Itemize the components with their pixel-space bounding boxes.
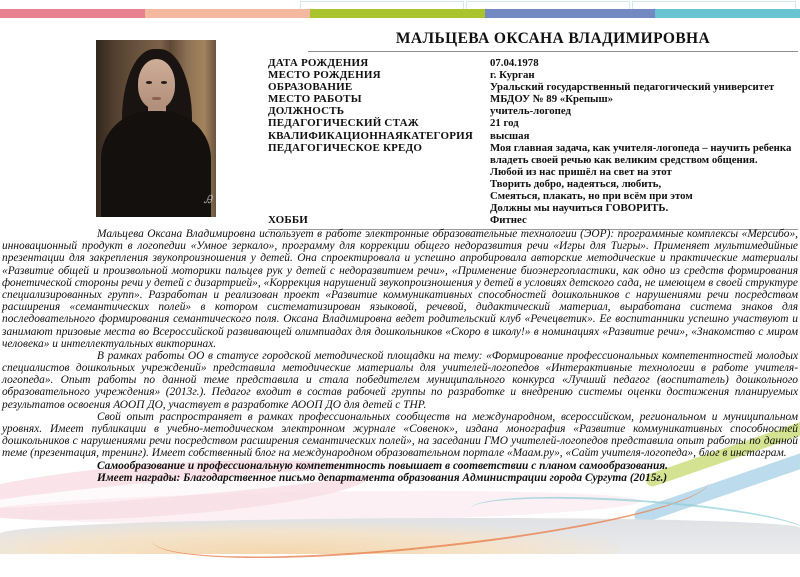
field-row-birth-date	[268, 57, 798, 69]
field-row-hobby	[268, 214, 798, 226]
biography-text	[0, 228, 800, 484]
field-label: ПЕДАГОГИЧЕСКИЙ СТАЖ	[268, 117, 419, 130]
top-color-strip	[0, 9, 800, 18]
field-label: КВАЛИФИКАЦИОННАЯКАТЕГОРИЯ	[268, 129, 474, 142]
field-value: МБДОУ № 89 «Крепыш»	[490, 93, 613, 106]
portrait-sweater	[101, 111, 211, 217]
field-value: 07.04.1978	[490, 57, 539, 69]
field-row-credo	[268, 142, 798, 215]
paragraph-self-education: Самообразование и профессиональную компетентность повышает в соответствии с планом самообразования.	[97, 459, 669, 472]
portrait-lips	[152, 97, 161, 100]
field-label: ДАТА РОЖДЕНИЯ	[268, 57, 369, 69]
portrait-photo	[96, 40, 216, 217]
field-row-category	[268, 130, 798, 142]
paragraph-awards: Имеет награды: Благодарственное письмо департамента образования Администрации города Сургута (2015г.)	[97, 471, 668, 484]
strip-segment-blue	[485, 9, 655, 18]
strip-segment-rose	[0, 9, 145, 18]
field-label: МЕСТО РАБОТЫ	[268, 93, 362, 106]
field-label: МЕСТО РОЖДЕНИЯ	[268, 69, 381, 82]
field-value-credo	[490, 142, 798, 215]
field-row-birth-place	[268, 69, 798, 81]
strip-segment-peach	[145, 9, 310, 18]
credo-line: Творить добро, надеяться, любить,	[490, 177, 662, 190]
portrait-face	[138, 59, 175, 109]
strip-segment-green	[310, 9, 485, 18]
strip-segment-teal	[655, 9, 800, 18]
field-label: ПЕДАГОГИЧЕСКОЕ КРЕДО	[268, 141, 423, 154]
field-label: ОБРАЗОВАНИЕ	[268, 81, 353, 94]
paragraph-technologies: Мальцева Оксана Владимировна использует в работе электронные образовательные технологии (ЭОР): программные комплексы «Мерсибо», инновационный продукт в логопедии «Умное зеркало», программу для коррекции общего недоразвития речи «Игры для Тигры». Применяет мультимедийные презентации для закрепления звукопроизношения у детей. Она спроектировала и успешно апробировала авторские методические и практические материалы «Развитие общей и произвольной моторики пальцев рук у детей с недоразвитием речи», «Применение биоэнергопластики, как одно из средств формирования фонетической стороны речи у детей с дизартрией», «Коррекция нарушений звукопроизношения у детей в условиях детского сада, не имеющем в своей структуре специализированных групп». Разработан и реализован проект «Развитие коммуникативных способностей дошкольников с нарушениями речи посредством расширения «семантических полей» в котором систематизирован языковой, речевой, дидактический материал, выработана система знаков для последовательного формирования семантического поля. Оксана Владимировна ведет родительский клуб «Речецветик». Ее воспитанники успешно участвуют и занимают призовые места во Всероссийской развивающей олимпиадах для дошкольников «Скоро в школу!» в номинациях «Развитие речи», «Знакомство с миром человека» и интеллектуальных викторинах.	[2, 228, 798, 350]
paragraph-methodical-work: В рамках работы ОО в статусе городской методической площадки на тему: «Формирование профессиональных компетентностей молодых специалистов дошкольных учреждений» представила методические материалы для учителей-логопедов «Интерактивные технологии в работе учителя-логопеда». Опыт работы по данной теме представила и стала победителем муниципального конкурса «Лучший педагог (воспитатель) дошкольного образовательного учреждения» (2013г.). Педагог входит в состав рабочей группы по разработке и внедрению системы оценки достижения планируемых результатов освоения АООП ДО, участвует в разработке АООП ДО для детей с ТНР.	[2, 349, 798, 411]
field-row-experience	[268, 117, 798, 129]
field-value: высшая	[490, 129, 530, 142]
portrait-eye-right	[161, 81, 167, 84]
profile-fields	[268, 57, 798, 226]
field-value: г. Курган	[490, 69, 535, 82]
profile-info-panel	[268, 30, 798, 230]
paragraph-publications: Свой опыт распространяет в рамках профессиональных сообществ на международном, всероссийском, региональном и муниципальном уровнях. Имеет публикации в учебно-методическом электронном журнале «Совенок», издана монография «Развитие коммуникативных способностей дошкольников с нарушениями речи посредством расширения семантических полей», на заседании ГМО учителей-логопедов представила опыт работы по данной теме (презентация, тренинг). Имеет собственный блог на международном образовательном портале «Маам.ру», «Сайт учителя-логопеда», блог в инстаграм.	[2, 410, 798, 460]
credo-line: Смеяться, плакать, но при всём при этом	[490, 190, 693, 203]
portrait-eye-left	[146, 81, 152, 84]
field-label: ХОББИ	[268, 214, 309, 227]
credo-line: Должны мы научиться ГОВОРИТЬ.	[490, 202, 669, 215]
field-row-workplace	[268, 93, 798, 105]
field-value: Уральский государственный педагогический университет	[490, 81, 775, 94]
field-row-position	[268, 105, 798, 117]
field-value: учитель-логопед	[490, 105, 571, 118]
field-label: ДОЛЖНОСТЬ	[268, 105, 345, 118]
credo-line: Любой из нас пришёл на свет на этот	[490, 165, 672, 178]
top-faint-boxes	[300, 1, 796, 8]
field-value: 21 год	[490, 117, 519, 130]
field-value: Фитнес	[490, 214, 527, 227]
page-title: МАЛЬЦЕВА ОКСАНА ВЛАДИМИРОВНА	[308, 30, 798, 52]
photo-signature-mark: Ꭿ	[204, 194, 212, 206]
credo-line: владеть своей речью как великим средством общения.	[490, 153, 758, 166]
field-row-education	[268, 81, 798, 93]
credo-line: Моя главная задача, как учителя-логопеда – научить ребенка	[490, 141, 792, 154]
